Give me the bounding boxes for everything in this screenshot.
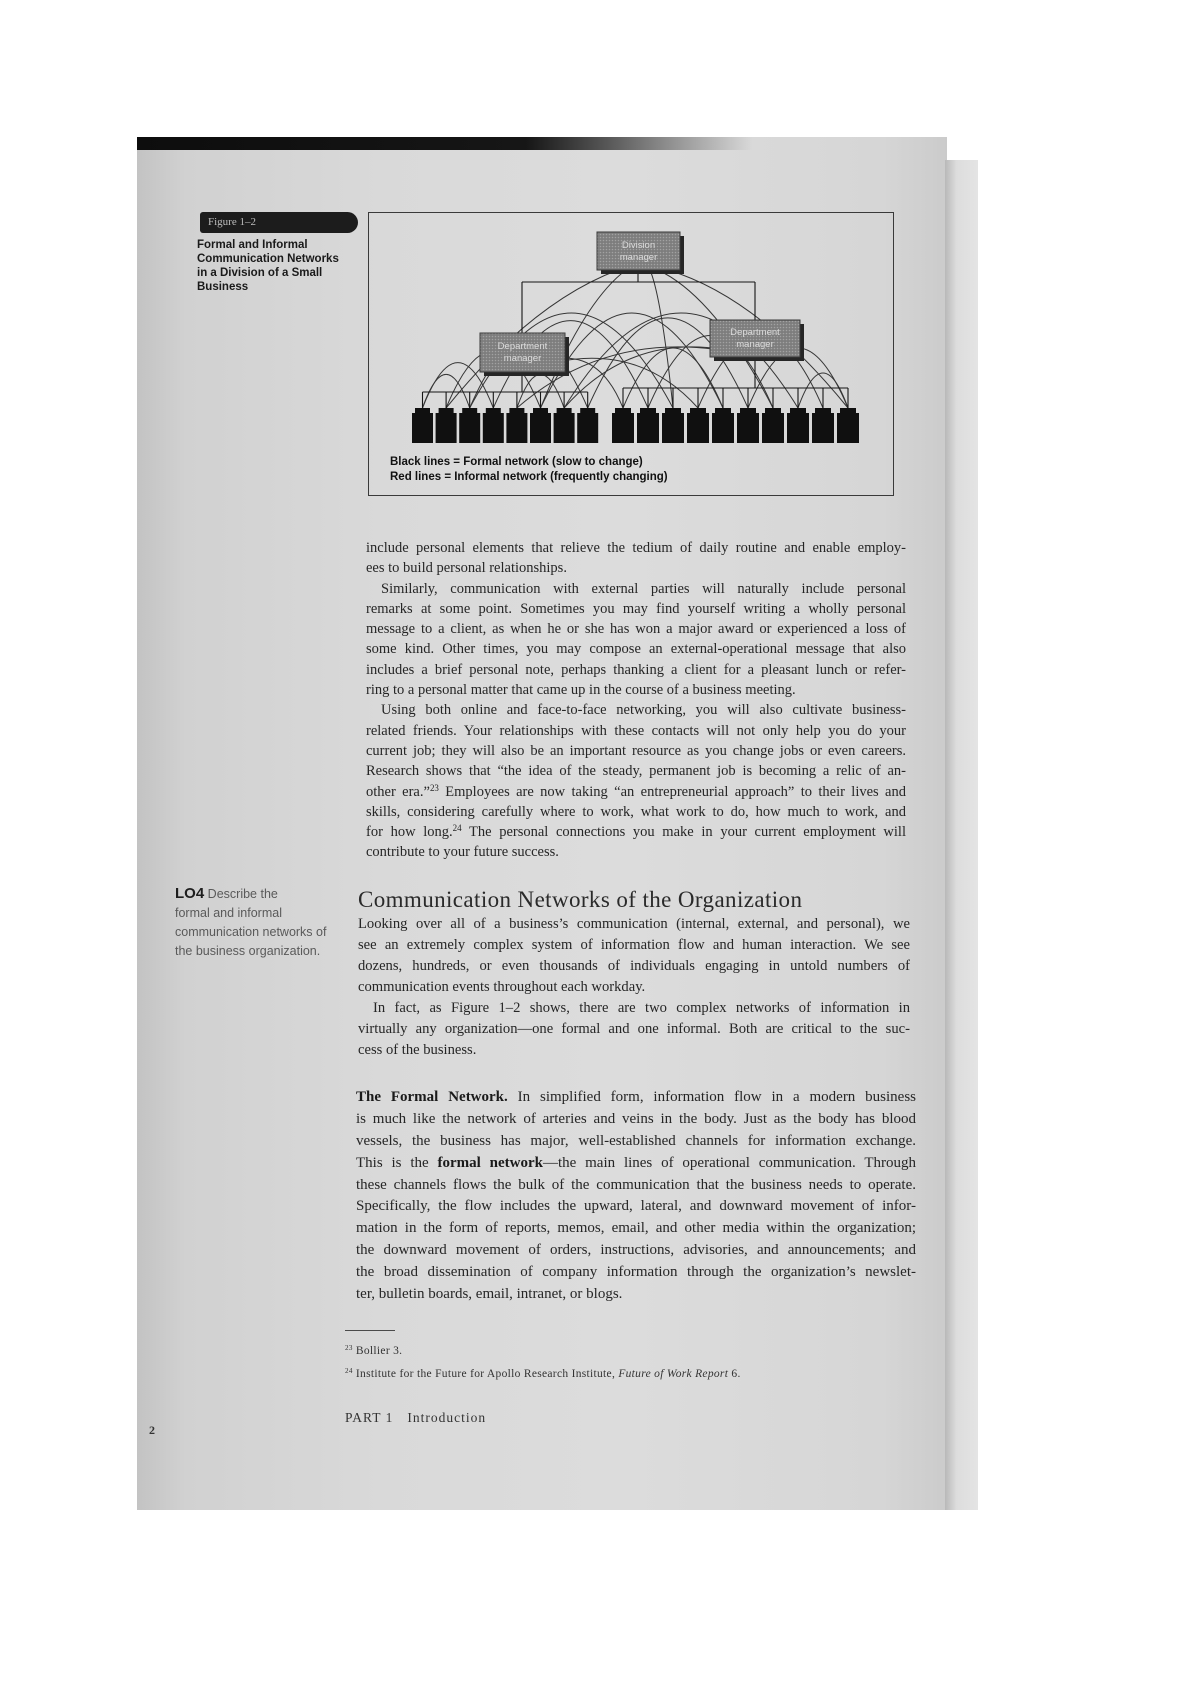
employee-box [612, 408, 634, 443]
employee-row [412, 408, 859, 443]
text-line [356, 1087, 916, 1109]
footnote-number: 24 [452, 823, 462, 834]
bold-term: formal network [437, 1154, 543, 1171]
text-line: see an extremely complex system of information flow and human interaction. We see [358, 937, 910, 953]
italic-title: Future of Work Report [618, 1368, 729, 1380]
division-manager-box [597, 232, 684, 274]
text-run: In simplified form, information flow in a modern business [507, 1089, 916, 1105]
svg-text:Division [622, 240, 655, 251]
running-footer [345, 1408, 486, 1428]
employee-box [554, 408, 575, 443]
department-manager-label: Department [730, 327, 780, 338]
text-line: Specifically, the flow includes the upward, lateral, and downward movement of infor- [356, 1198, 916, 1215]
text-line: current job; they will also be an important resource as you change jobs or even careers. [366, 742, 906, 759]
text-line: Looking over all of a business’s communication (internal, external, and personal), we [358, 916, 910, 932]
employee-box [812, 408, 834, 443]
employee-box [787, 408, 809, 443]
paragraph [366, 700, 906, 862]
text-run: This is the [356, 1154, 438, 1171]
text-line [366, 782, 906, 802]
text-line: the broad dissemination of company information through the organization’s newslet- [356, 1264, 916, 1281]
employee-box [506, 408, 527, 443]
employee-box [687, 408, 709, 443]
division-manager-label: Division [621, 240, 656, 251]
text-run: The personal connections you make in your current employment will [461, 824, 906, 841]
employee-box [662, 408, 684, 443]
figure-caption-line: Communication Networks [197, 253, 339, 265]
figure-label: Figure 1–2 [200, 212, 358, 233]
adjacent-page-edge [945, 160, 978, 1510]
figure-caption-line: in a Division of a Small [197, 267, 323, 279]
text-line: Using both online and face-to-face networking, you will also cultivate business- [381, 702, 906, 719]
learning-objective-code: LO4 [175, 885, 205, 902]
text-line: remarks at some point. Sometimes you may find yourself writing a wholly personal [366, 600, 906, 617]
footnote-number: 23 [345, 1344, 353, 1353]
text-line: ter, bulletin boards, email, intranet, or blogs. [356, 1286, 623, 1303]
footnote-number: 23 [429, 782, 439, 793]
learning-objective-text: communication networks of [175, 925, 327, 939]
department-manager-label: Department [497, 341, 548, 352]
employee-box [483, 408, 504, 443]
learning-objective-text: the business organization. [175, 944, 321, 958]
learning-objective-line [175, 884, 355, 904]
legend-informal: Red lines = Informal network (frequently changing) [390, 471, 668, 483]
footnote [345, 1363, 741, 1386]
paragraph [366, 538, 906, 579]
employee-box [737, 408, 759, 443]
text-run: other era.” [366, 783, 430, 800]
body-text-intro [366, 538, 906, 863]
bold-term: The Formal Network. [356, 1089, 508, 1105]
figure-caption [197, 238, 362, 294]
employee-box [459, 408, 480, 443]
figure-caption-line: Business [197, 281, 249, 293]
svg-text:manager [736, 339, 774, 350]
body-text-formal-network [356, 1087, 916, 1306]
text-line: related friends. Your relationships with these contacts will not only help you do your [366, 722, 906, 739]
text-line [366, 822, 906, 842]
employee-box [837, 408, 859, 443]
text-line: dozens, hundreds, or even thousands of individuals engaging in untold numbers of [358, 958, 910, 974]
svg-text:Department [498, 341, 548, 352]
employee-box [637, 408, 659, 443]
learning-objective [175, 884, 355, 961]
department-manager-box-right [710, 320, 804, 361]
department-manager-label: manager [503, 353, 542, 364]
employee-box [762, 408, 784, 443]
text-line: virtually any organization—one formal and one informal. Both are critical to the suc- [358, 1021, 910, 1037]
text-line: ring to a personal matter that came up in the course of a business meeting. [366, 682, 796, 699]
division-manager-label: manager [619, 252, 658, 263]
body-text-networks [358, 914, 910, 1061]
footnote-number: 24 [345, 1367, 353, 1376]
section-heading: Communication Networks of the Organization [358, 887, 803, 912]
learning-objective-text: Describe the [207, 887, 278, 901]
text-run: for how long. [366, 824, 453, 841]
text-line: mation in the form of reports, memos, email, and other media within the organization; [356, 1220, 916, 1237]
footnote [345, 1340, 741, 1363]
text-line: some kind. Other times, you may compose an external-operational message that also [366, 641, 906, 658]
employee-box [436, 408, 457, 443]
svg-text:manager [620, 252, 658, 263]
text-line: is much like the network of arteries and veins in the body. Just as the body has blood [356, 1110, 916, 1127]
employee-box [530, 408, 551, 443]
text-line: skills, considering carefully where to work, what work to do, how much to work, and [366, 803, 906, 820]
text-line: the downward movement of orders, instructions, advisories, and announcements; and [356, 1242, 916, 1259]
footnote-divider [345, 1330, 395, 1331]
text-run: Institute for the Future for Apollo Research Institute, [352, 1368, 619, 1380]
text-run: Bollier 3. [352, 1345, 403, 1357]
text-line [356, 1153, 916, 1175]
text-line: In fact, as Figure 1–2 shows, there are two complex networks of information in [373, 1000, 910, 1016]
text-line: message to a client, as when he or she has won a major award or experienced a loss of [366, 621, 906, 638]
legend-formal: Black lines = Formal network (slow to change) [390, 456, 643, 468]
page-top-shadow [137, 137, 947, 150]
footer-part: PART 1 [345, 1410, 394, 1425]
text-run: Employees are now taking “an entrepreneurial approach” to their lives and [438, 783, 906, 800]
text-run: 6. [728, 1368, 741, 1380]
employee-box [712, 408, 734, 443]
text-line: cess of the business. [358, 1042, 477, 1058]
paragraph [366, 579, 906, 701]
footnotes [345, 1340, 741, 1386]
paragraph [358, 914, 910, 998]
text-line: include personal elements that relieve the tedium of daily routine and enable employ- [366, 540, 906, 556]
text-line: includes a brief personal note, perhaps thanking a client for a pleasant lunch or refer- [366, 661, 906, 678]
learning-objective-text: formal and informal [175, 906, 282, 920]
text-line: communication events throughout each workday. [358, 979, 646, 995]
text-line: ees to build personal relationships. [366, 560, 567, 577]
page-number: 2 [149, 1423, 155, 1437]
network-diagram [368, 212, 894, 496]
employee-box [577, 408, 598, 443]
paragraph [356, 1087, 916, 1306]
text-line: vessels, the business has major, well-established channels for information exchange. [356, 1132, 916, 1149]
text-line: Research shows that “the idea of the steady, permanent job is becoming a relic of an- [366, 763, 906, 780]
paragraph [358, 998, 910, 1061]
text-line: contribute to your future success. [366, 844, 559, 861]
employee-box [412, 408, 433, 443]
text-line: these channels flows the bulk of the communication that the business needs to operate. [356, 1176, 916, 1193]
footer-title: Introduction [407, 1410, 487, 1425]
figure-caption-line: Formal and Informal [197, 239, 308, 251]
text-line: Similarly, communication with external parties will naturally include personal [381, 580, 906, 597]
department-manager-label: manager [736, 339, 774, 350]
department-manager-box-left [480, 333, 569, 376]
text-run: —the main lines of operational communication. Through [542, 1154, 916, 1171]
svg-text:manager [504, 353, 542, 364]
svg-text:Department [730, 327, 780, 338]
